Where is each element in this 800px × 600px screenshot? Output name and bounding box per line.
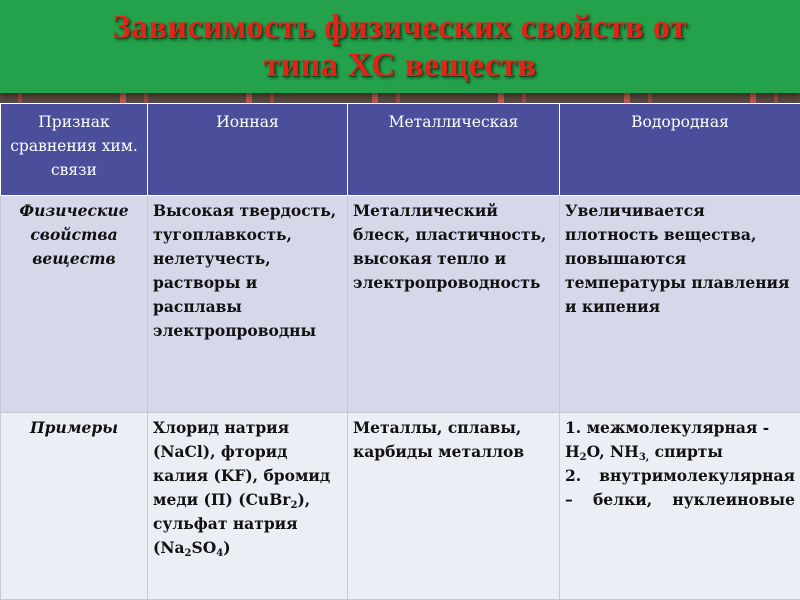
hydrogen-example-text-3: спирты bbox=[649, 442, 723, 461]
slide-title-line-1: Зависимость физических свойств от bbox=[112, 8, 688, 46]
row-label-examples: Примеры bbox=[1, 413, 148, 600]
ionic-example-text-4: ) bbox=[223, 538, 231, 557]
cell-metallic-examples: Металлы, сплавы, карбиды металлов bbox=[348, 413, 560, 600]
table-header-row bbox=[1, 104, 800, 196]
header-criterion: Признак сравнения хим. связи bbox=[1, 104, 148, 196]
ionic-example-text-1: Хлорид натрия (NaCl), фторид калия (KF), бромид меди (П) (CuBr bbox=[153, 418, 331, 509]
ionic-example-text-3: SO bbox=[191, 538, 217, 557]
hydrogen-example-text-1: 1. межмолекулярная - H bbox=[565, 418, 770, 461]
ionic-example-sub-3: 4 bbox=[216, 548, 224, 559]
hydrogen-example-text-2: O, NH bbox=[586, 442, 639, 461]
hydrogen-example-text-4: 2. внутримолекулярная – белки, нуклеиновые bbox=[565, 466, 795, 509]
row-label-properties: Физические свойства веществ bbox=[1, 196, 148, 413]
header-hydrogen: Водородная bbox=[560, 104, 800, 196]
header-metallic: Металлическая bbox=[348, 104, 560, 196]
cell-hydrogen-examples bbox=[560, 413, 800, 600]
hydrogen-example-sub-1: 2 bbox=[579, 452, 587, 463]
cell-ionic-properties: Высокая твердость, тугоплавкость, нелетучесть, растворы и расплавы электропроводны bbox=[148, 196, 348, 413]
cell-hydrogen-properties: Увеличивается плотность вещества, повышаются температуры плавления и кипения bbox=[560, 196, 800, 413]
cell-ionic-examples bbox=[148, 413, 348, 600]
ionic-example-text-2: ), сульфат натрия (Na bbox=[153, 490, 311, 557]
header-ionic: Ионная bbox=[148, 104, 348, 196]
table-row bbox=[1, 196, 800, 413]
ionic-example-sub-1: 2 bbox=[290, 500, 298, 511]
table-row bbox=[1, 413, 800, 600]
cell-metallic-properties: Металлический блеск, пластичность, высокая тепло и электропроводность bbox=[348, 196, 560, 413]
ionic-example-sub-2: 2 bbox=[184, 548, 192, 559]
hydrogen-example-sub-2: 3, bbox=[638, 452, 650, 463]
title-banner bbox=[0, 0, 800, 93]
comparison-table bbox=[0, 103, 800, 600]
slide-title-line-2: типа ХС веществ bbox=[263, 46, 537, 84]
